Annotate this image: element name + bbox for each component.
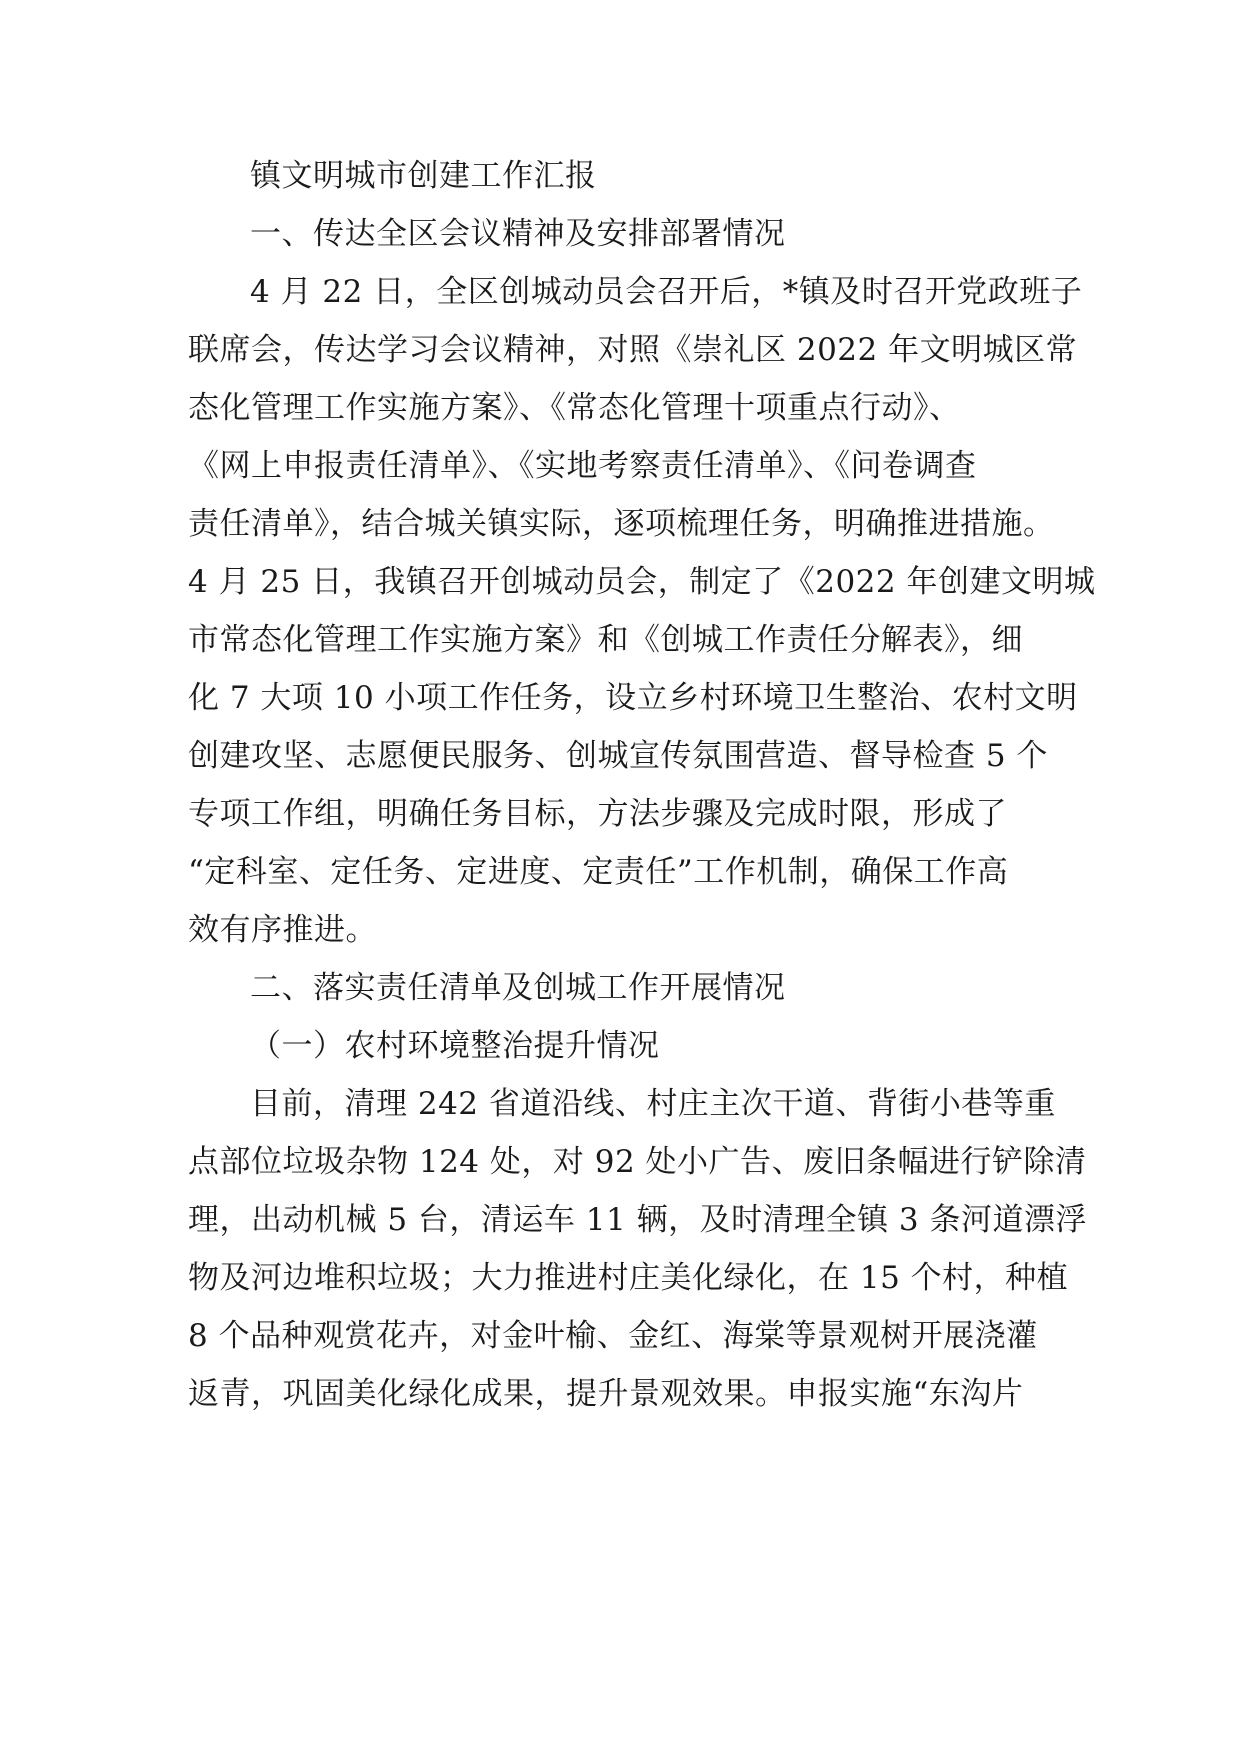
paragraph-1-line-1: 4 月 22 日，全区创城动员会召开后，*镇及时召开党政班子 (250, 274, 1083, 310)
paragraph-1-line-4: 《网上申报责任清单》、《实地考察责任清单》、《问卷调查 (188, 448, 977, 484)
document-title: 镇文明城市创建工作汇报 (250, 158, 597, 194)
paragraph-1-line-3: 态化管理工作实施方案》、《常态化管理十项重点行动》、 (188, 390, 961, 426)
paragraph-1-line-2: 联席会，传达学习会议精神，对照《崇礼区 2022 年文明城区常 (188, 332, 1078, 368)
paragraph-1-line-11: “定科室、定任务、定进度、定责任”工作机制，确保工作高 (188, 854, 1009, 890)
paragraph-1-line-9: 创建攻坚、志愿便民服务、创城宣传氛围营造、督导检查 5 个 (188, 738, 1048, 774)
paragraph-1-line-8: 化 7 大项 10 小项工作任务，设立乡村环境卫生整治、农村文明 (188, 680, 1078, 716)
section-heading-2: 二、落实责任清单及创城工作开展情况 (250, 970, 786, 1006)
paragraph-1-line-10: 专项工作组，明确任务目标，方法步骤及完成时限，形成了 (188, 796, 1007, 832)
paragraph-2-line-3: 理，出动机械 5 台，清运车 11 辆，及时清理全镇 3 条河道漂浮 (188, 1202, 1088, 1238)
paragraph-2-line-1: 目前，清理 242 省道沿线、村庄主次干道、背街小巷等重 (250, 1086, 1056, 1122)
paragraph-1-line-5: 责任清单》，结合城关镇实际，逐项梳理任务，明确推进措施。 (188, 506, 1055, 542)
paragraph-1-line-6: 4 月 25 日，我镇召开创城动员会，制定了《2022 年创建文明城 (188, 564, 1096, 600)
paragraph-2-line-4: 物及河边堆积垃圾；大力推进村庄美化绿化，在 15 个村，种植 (188, 1260, 1069, 1296)
paragraph-1-line-12: 效有序推进。 (188, 912, 377, 948)
section-heading-1: 一、传达全区会议精神及安排部署情况 (250, 216, 786, 252)
paragraph-2-line-6: 返青，巩固美化绿化成果，提升景观效果。申报实施“东沟片 (188, 1376, 1024, 1412)
paragraph-1-line-7: 市常态化管理工作实施方案》和《创城工作责任分解表》，细 (188, 622, 1023, 658)
paragraph-2-line-5: 8 个品种观赏花卉，对金叶榆、金红、海棠等景观树开展浇灌 (188, 1318, 1038, 1354)
subsection-heading-1: （一）农村环境整治提升情况 (250, 1028, 660, 1064)
paragraph-2-line-2: 点部位垃圾杂物 124 处，对 92 处小广告、废旧条幅进行铲除清 (188, 1144, 1087, 1180)
